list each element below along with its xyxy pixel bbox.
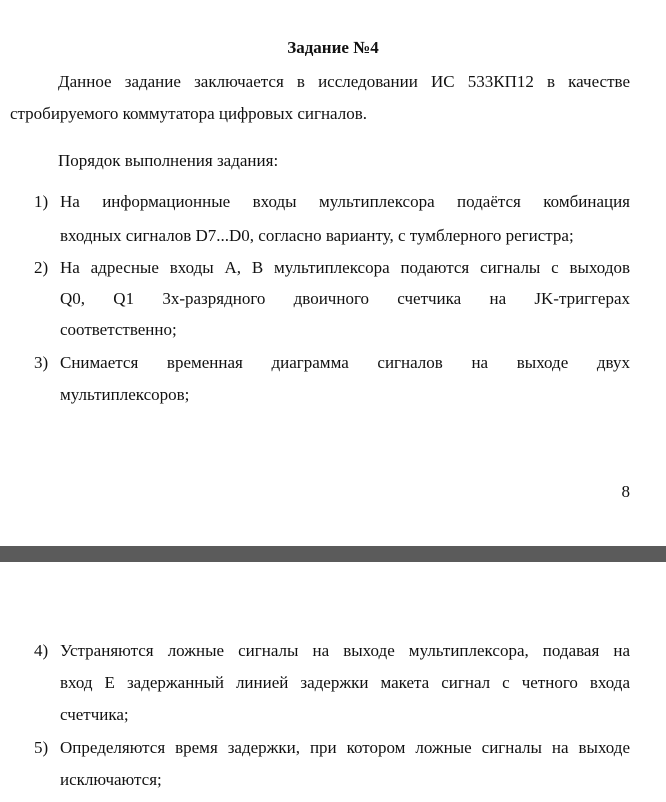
page-title: Задание №4 (287, 38, 379, 57)
page-number: 8 (621, 482, 630, 501)
list-item-line: Устраняются ложные сигналы на выходе мультиплексора, подавая на (60, 641, 630, 660)
item-number: 5) (34, 738, 49, 757)
list-item-line: Снимается временная диаграмма сигналов на выходе двух (60, 353, 630, 372)
list-item-line: На адресные входы А, В мультиплексора подаются сигналы с выходов (60, 258, 630, 277)
document-page-2 (0, 562, 666, 802)
list-item-line: мультиплексоров; (60, 385, 190, 404)
list-item-line: соответственно; (60, 320, 177, 339)
item-number: 3) (34, 353, 49, 372)
list-item-line: вход Е задержанный линией задержки макета сигнал с четного входа (60, 673, 630, 692)
list-item-line: входных сигналов D7...D0, согласно варианту, с тумблерного регистра; (60, 226, 574, 245)
list-item-line: исключаются; (60, 770, 162, 789)
item-number: 4) (34, 641, 49, 660)
list-item-line: На информационные входы мультиплексора подаётся комбинация (60, 192, 630, 211)
intro-line-2: стробируемого коммутатора цифровых сигналов. (10, 104, 367, 123)
page-separator (0, 546, 666, 562)
list-item-line: Q0, Q1 3х-разрядного двоичного счетчика на JK-триггерах (60, 289, 630, 308)
intro-line-1: Данное задание заключается в исследовании ИС 533КП12 в качестве (58, 72, 630, 91)
item-number: 2) (34, 258, 49, 277)
list-item-line: Определяются время задержки, при котором ложные сигналы на выходе (60, 738, 630, 757)
procedure-heading: Порядок выполнения задания: (58, 151, 279, 170)
list-item-line: счетчика; (60, 705, 129, 724)
item-number: 1) (34, 192, 49, 211)
